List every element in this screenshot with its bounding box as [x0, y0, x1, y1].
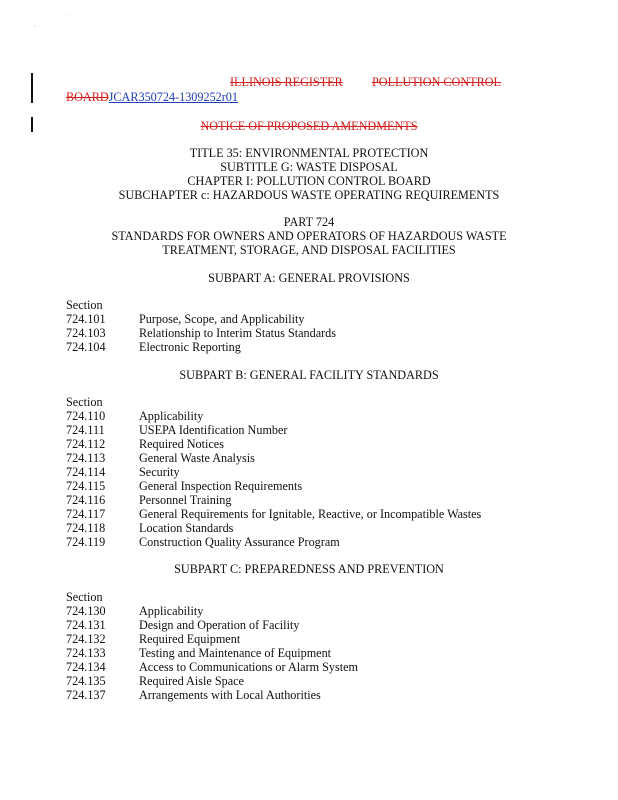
section-number: 724.103: [66, 326, 106, 340]
change-bar: [31, 73, 33, 103]
section-number: 724.110: [66, 409, 106, 423]
section-number: 724.116: [66, 493, 106, 507]
section-number: 724.117: [66, 507, 106, 521]
section-title: General Waste Analysis: [139, 451, 255, 465]
section-title: Electronic Reporting: [139, 340, 241, 354]
chapter-line: CHAPTER I: POLLUTION CONTROL BOARD: [187, 174, 431, 188]
notice-heading: NOTICE OF PROPOSED AMENDMENTS: [200, 119, 418, 133]
section-label: Section: [66, 395, 103, 409]
section-title: Security: [139, 465, 180, 479]
section-label: Section: [66, 298, 103, 312]
header-line-2: [66, 90, 238, 105]
part-number: PART 724: [283, 215, 335, 229]
section-title: General Requirements for Ignitable, Reactive, or Incompatible Wastes: [139, 507, 482, 521]
section-title: Location Standards: [139, 521, 234, 535]
section-number: 724.104: [66, 340, 106, 354]
board-label-part1: POLLUTION CONTROL: [372, 75, 501, 89]
board-label-part2: BOARD: [66, 90, 109, 104]
section-title: General Inspection Requirements: [139, 479, 303, 493]
section-title: Access to Communications or Alarm System: [139, 660, 359, 674]
register-label: ILLINOIS REGISTER: [230, 75, 343, 89]
section-number: 724.112: [66, 437, 106, 451]
section-title: Construction Quality Assurance Program: [139, 535, 340, 549]
section-number: 724.132: [66, 632, 106, 646]
section-title: Required Equipment: [139, 632, 241, 646]
section-number: 724.137: [66, 688, 106, 702]
section-title: Required Aisle Space: [139, 674, 244, 688]
section-title: Personnel Training: [139, 493, 232, 507]
section-number: 724.134: [66, 660, 106, 674]
section-title: Relationship to Interim Status Standards: [139, 326, 337, 340]
subpart-heading: SUBPART B: GENERAL FACILITY STANDARDS: [179, 368, 439, 382]
subchapter-line: SUBCHAPTER c: HAZARDOUS WASTE OPERATING REQUIREMENTS: [118, 188, 500, 202]
jcar-code: JCAR350724-1309252r01: [108, 90, 238, 104]
section-number: 724.113: [66, 451, 106, 465]
scan-speck: ·: [33, 22, 37, 33]
part-name-line1: STANDARDS FOR OWNERS AND OPERATORS OF HAZARDOUS WASTE: [111, 229, 507, 243]
section-label: Section: [66, 590, 103, 604]
section-title: Design and Operation of Facility: [139, 618, 300, 632]
section-number: 724.119: [66, 535, 106, 549]
section-title: Purpose, Scope, and Applicability: [139, 312, 305, 326]
section-title: Applicability: [139, 409, 204, 423]
section-number: 724.133: [66, 646, 106, 660]
title-line: TITLE 35: ENVIRONMENTAL PROTECTION: [189, 146, 429, 160]
section-title: Applicability: [139, 604, 204, 618]
subtitle-line: SUBTITLE G: WASTE DISPOSAL: [220, 160, 398, 174]
section-number: 724.135: [66, 674, 106, 688]
section-number: 724.114: [66, 465, 106, 479]
section-title: Arrangements with Local Authorities: [139, 688, 321, 702]
subpart-heading: SUBPART C: PREPAREDNESS AND PREVENTION: [174, 562, 444, 576]
part-name-line2: TREATMENT, STORAGE, AND DISPOSAL FACILITIES: [162, 243, 456, 257]
section-title: Required Notices: [139, 437, 224, 451]
section-number: 724.111: [66, 423, 105, 437]
subpart-heading: SUBPART A: GENERAL PROVISIONS: [208, 271, 410, 285]
section-number: 724.115: [66, 479, 106, 493]
section-number: 724.131: [66, 618, 106, 632]
section-number: 724.101: [66, 312, 106, 326]
section-title: Testing and Maintenance of Equipment: [139, 646, 332, 660]
section-number: 724.130: [66, 604, 106, 618]
scan-speck: ˈ: [68, 14, 72, 25]
section-number: 724.118: [66, 521, 106, 535]
section-title: USEPA Identification Number: [139, 423, 288, 437]
